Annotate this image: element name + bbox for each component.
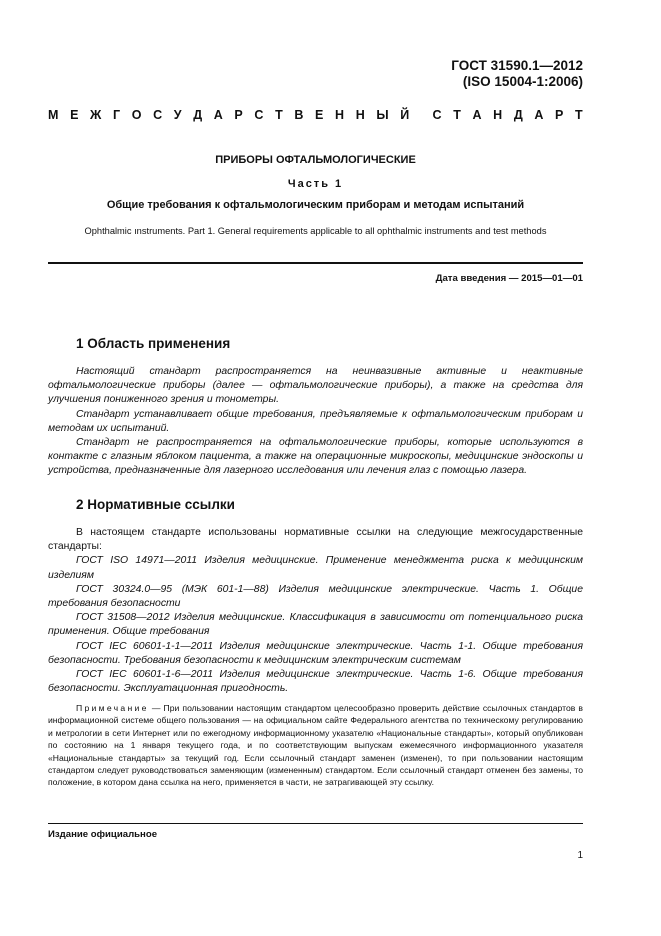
note-text: — При пользовании настоящим стандартом целесообразно проверить действие ссылочных стандартов в информационной системе общего пользования — на официальном сайте Федерального агентства по техническому регулированию и метрологии в сети Интернет или по ежегодному информационному указателю «Национальные стандарты», который опубликован по состоянию на 1 января текущего года, и по соответствующим выпускам ежемесячного информационного указателя «Национальные стандарты» за текущий год. Если ссылочный стандарт заменен (изменен), то при пользовании настоящим стандартом следует руководствоваться заменяющим (измененным) стандартом. Если ссылочный стандарт отменен без замены, то положение, в котором дана ссылка на него, применяется в части, не затрагивающей эту ссылку. — [48, 703, 583, 788]
iso-number: (ISO 15004-1:2006) — [462, 74, 583, 89]
paragraph: В настоящем стандарте использованы нормативные ссылки на следующие межгосударственные стандарты: — [48, 527, 583, 553]
reference-item: ГОСТ IEC 60601-1-6—2011 Изделия медицинские электрические. Часть 1-6. Общие требования безопасности. Эксплуатационная пригодность. — [48, 669, 583, 695]
paragraph: Стандарт не распространяется на офтальмологические приборы, которые используются в контакте с глазным яблоком пациента, а также на операционные микроскопы, медицинские эндоскопы и устройства, предназначенные для лазерного исследования или лечения глаз с помощью лазера. — [48, 437, 583, 477]
page-number: 1 — [577, 850, 583, 861]
part-label: Часть 1 — [287, 178, 344, 190]
reference-item: ГОСТ ISO 14971—2011 Изделия медицинские. Применение менеджмента риска к медицинским изделиям — [48, 555, 583, 581]
banner-letter: Е — [315, 108, 324, 122]
document-designation — [451, 58, 583, 90]
banner-letter: Д — [193, 108, 203, 122]
banner-letter: Т — [275, 108, 283, 122]
paragraph: Настоящий стандарт распространяется на неинвазивные активные и неактивные офтальмологические приборы (далее — офтальмологические приборы), а также на средства для улучшения пониженного зрения и тонометры. — [48, 366, 583, 406]
banner-letter: Е — [70, 108, 79, 122]
banner-letter: А — [213, 108, 223, 122]
section-2-heading: 2 Нормативные ссылки — [76, 497, 235, 512]
banner-letter: Р — [234, 108, 243, 122]
banner-letter: В — [294, 108, 304, 122]
section-2-body — [48, 526, 583, 696]
footer-divider — [48, 823, 583, 824]
banner-letter: Ы — [376, 108, 389, 122]
banner-letter: Н — [493, 108, 503, 122]
paragraph: Стандарт устанавливает общие требования, предъявляемые к офтальмологическим приборам и методам их испытаний. — [48, 408, 583, 434]
banner-letter: Р — [555, 108, 564, 122]
introduction-date: Дата введения — 2015—01—01 — [435, 273, 583, 284]
section-1-heading: 1 Область применения — [76, 336, 231, 351]
banner-letter: У — [173, 108, 182, 122]
banner-letter: Д — [513, 108, 523, 122]
banner-letter: С — [153, 108, 163, 122]
banner-letter: А — [472, 108, 482, 122]
official-edition-label: Издание официальное — [48, 829, 158, 840]
banner-letter: М — [48, 108, 59, 122]
banner-letter: Й — [400, 108, 410, 122]
banner-letter: Ж — [90, 108, 102, 122]
title-divider — [48, 262, 583, 264]
banner-letter: Г — [113, 108, 121, 122]
section-1-body — [48, 365, 583, 479]
banner-letter: Т — [575, 108, 583, 122]
banner-letter: С — [432, 108, 442, 122]
standard-banner — [48, 108, 583, 122]
banner-letter: Т — [453, 108, 461, 122]
banner-letter: О — [131, 108, 142, 122]
banner-letter: А — [534, 108, 544, 122]
gost-number: ГОСТ 31590.1—2012 — [451, 58, 583, 73]
note-block — [48, 702, 583, 789]
reference-item: ГОСТ 30324.0—95 (МЭК 601-1—88) Изделия медицинские электрические. Часть 1. Общие требования безопасности — [48, 583, 583, 610]
banner-letter: Н — [335, 108, 345, 122]
reference-item: ГОСТ IEC 60601-1-1—2011 Изделия медицинские электрические. Часть 1-1. Общие требования безопасности. Требования безопасности к медицинским электрическим системам — [48, 640, 583, 666]
document-subtitle: Общие требования к офтальмологическим приборам и методам испытаний — [106, 199, 525, 211]
banner-letter: Н — [355, 108, 365, 122]
note-label: Примечание — [76, 703, 149, 713]
document-title: ПРИБОРЫ ОФТАЛЬМОЛОГИЧЕСКИЕ — [215, 154, 416, 166]
reference-item: ГОСТ 31508—2012 Изделия медицинские. Классификация в зависимости от потенциального риска применения. Общие требования — [48, 612, 583, 638]
banner-letter: С — [254, 108, 264, 122]
english-title: Ophthalmic ınstruments. Part 1. General requirements applicable to all ophthalmic instruments and test methods — [84, 226, 547, 236]
